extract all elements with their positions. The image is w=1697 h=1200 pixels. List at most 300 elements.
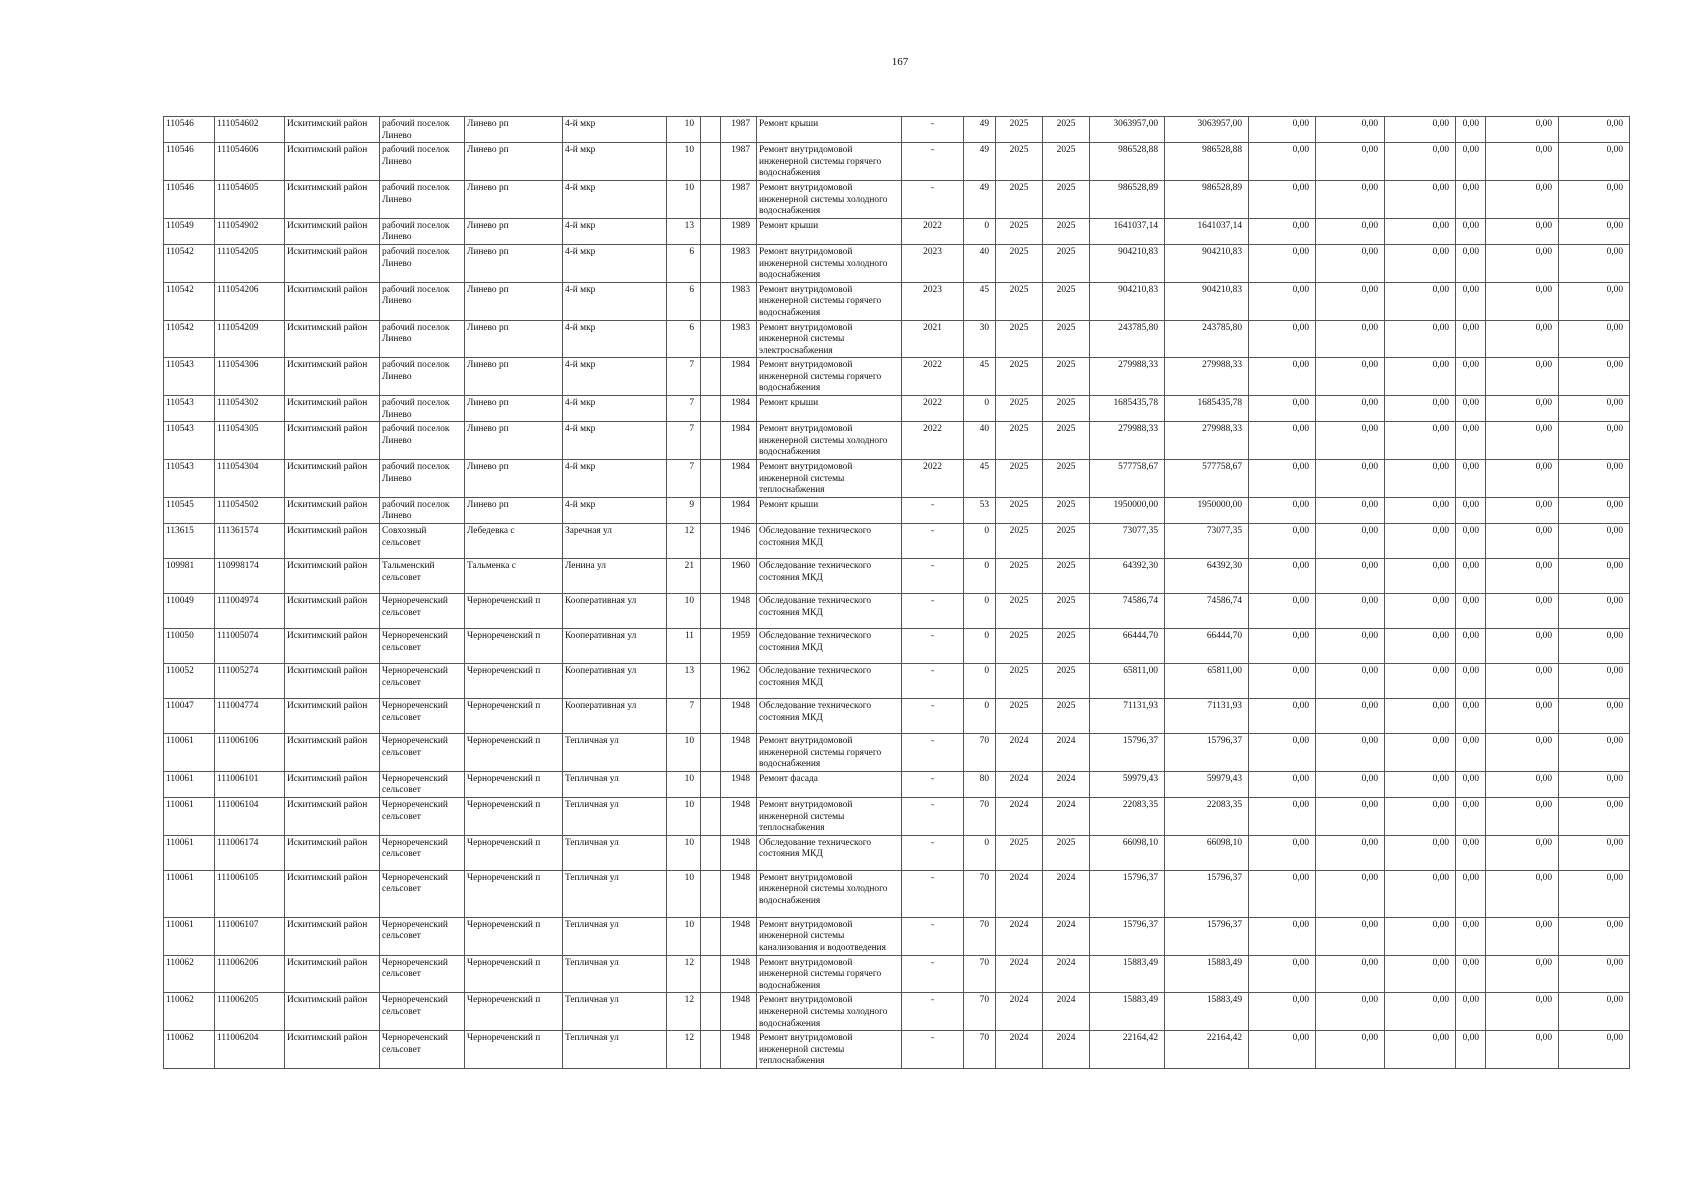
cell-budget-regional: 0,00 xyxy=(1316,917,1385,955)
cell-work-id: 111054209 xyxy=(215,320,285,358)
cell-house-id: 110542 xyxy=(164,320,215,358)
cell-budget-federal: 0,00 xyxy=(1249,143,1316,181)
cell-locality: Чернореченский п xyxy=(465,1031,563,1069)
cell-total-cost: 1950000,00 xyxy=(1090,497,1165,523)
cell-wear-percent: 53 xyxy=(964,497,996,523)
cell-district: Искитимский район xyxy=(285,594,380,629)
cell-work-id: 111004974 xyxy=(215,594,285,629)
cell-district: Искитимский район xyxy=(285,180,380,218)
cell-reserve: 0,00 xyxy=(1559,218,1630,244)
cell-work-type: Ремонт крыши xyxy=(757,117,902,143)
cell-budget-federal: 0,00 xyxy=(1249,524,1316,559)
cell-budget-federal: 0,00 xyxy=(1249,497,1316,523)
cell-other-sources: 0,00 xyxy=(1486,282,1559,320)
cell-owners-share: 0,00 xyxy=(1456,358,1486,396)
table-row xyxy=(164,358,1630,396)
cell-total-cost: 904210,83 xyxy=(1090,282,1165,320)
cell-budget-local: 0,00 xyxy=(1385,955,1456,993)
cell-building xyxy=(701,664,721,699)
cell-municipality: Чернореченский сельсовет xyxy=(380,629,465,664)
cell-budget-regional: 0,00 xyxy=(1316,835,1385,870)
cell-other-sources: 0,00 xyxy=(1486,1031,1559,1069)
cell-municipality: рабочий поселок Линево xyxy=(380,244,465,282)
cell-street: 4-й мкр xyxy=(563,180,667,218)
cell-budget-federal: 0,00 xyxy=(1249,870,1316,917)
cell-budget-regional: 0,00 xyxy=(1316,117,1385,143)
cell-owners-share: 0,00 xyxy=(1456,594,1486,629)
cell-owners-share: 0,00 xyxy=(1456,320,1486,358)
table-row xyxy=(164,1031,1630,1069)
cell-fund-cost: 243785,80 xyxy=(1165,320,1249,358)
cell-locality: Чернореченский п xyxy=(465,870,563,917)
cell-wear-percent: 0 xyxy=(964,629,996,664)
cell-plan-year-start: 2025 xyxy=(996,143,1043,181)
cell-district: Искитимский район xyxy=(285,117,380,143)
cell-last-repair-year: 2022 xyxy=(902,396,964,422)
cell-last-repair-year: - xyxy=(902,629,964,664)
cell-building xyxy=(701,771,721,797)
cell-work-id: 111054606 xyxy=(215,143,285,181)
cell-building xyxy=(701,734,721,772)
cell-reserve: 0,00 xyxy=(1559,497,1630,523)
cell-wear-percent: 30 xyxy=(964,320,996,358)
cell-plan-year-end: 2024 xyxy=(1043,1031,1090,1069)
cell-fund-cost: 904210,83 xyxy=(1165,282,1249,320)
cell-street: Тепличная ул xyxy=(563,797,667,835)
table-row xyxy=(164,180,1630,218)
cell-wear-percent: 0 xyxy=(964,559,996,594)
cell-budget-local: 0,00 xyxy=(1385,629,1456,664)
cell-work-type: Ремонт внутридомовой инженерной системы горячего водоснабжения xyxy=(757,282,902,320)
cell-municipality: рабочий поселок Линево xyxy=(380,180,465,218)
cell-work-type: Ремонт внутридомовой инженерной системы холодного водоснабжения xyxy=(757,180,902,218)
cell-budget-local: 0,00 xyxy=(1385,117,1456,143)
cell-house-number: 13 xyxy=(667,664,701,699)
cell-street: Тепличная ул xyxy=(563,771,667,797)
cell-house-id: 110546 xyxy=(164,143,215,181)
cell-municipality: рабочий поселок Линево xyxy=(380,422,465,460)
cell-plan-year-start: 2025 xyxy=(996,699,1043,734)
cell-house-number: 13 xyxy=(667,218,701,244)
cell-building xyxy=(701,993,721,1031)
cell-locality: Лебедевка с xyxy=(465,524,563,559)
cell-reserve: 0,00 xyxy=(1559,1031,1630,1069)
cell-municipality: Чернореченский сельсовет xyxy=(380,870,465,917)
cell-house-number: 6 xyxy=(667,320,701,358)
cell-work-id: 111005074 xyxy=(215,629,285,664)
cell-budget-regional: 0,00 xyxy=(1316,629,1385,664)
cell-work-id: 111006105 xyxy=(215,870,285,917)
cell-plan-year-end: 2025 xyxy=(1043,282,1090,320)
cell-plan-year-start: 2025 xyxy=(996,244,1043,282)
cell-municipality: Чернореченский сельсовет xyxy=(380,917,465,955)
cell-plan-year-start: 2024 xyxy=(996,870,1043,917)
cell-work-type: Ремонт крыши xyxy=(757,396,902,422)
cell-fund-cost: 22164,42 xyxy=(1165,1031,1249,1069)
cell-street: 4-й мкр xyxy=(563,282,667,320)
cell-year-built: 1987 xyxy=(721,143,757,181)
cell-street: Заречная ул xyxy=(563,524,667,559)
cell-total-cost: 59979,43 xyxy=(1090,771,1165,797)
cell-plan-year-start: 2025 xyxy=(996,497,1043,523)
cell-total-cost: 15883,49 xyxy=(1090,955,1165,993)
cell-budget-local: 0,00 xyxy=(1385,993,1456,1031)
cell-total-cost: 279988,33 xyxy=(1090,422,1165,460)
cell-house-number: 7 xyxy=(667,460,701,498)
cell-work-type: Ремонт внутридомовой инженерной системы теплоснабжения xyxy=(757,1031,902,1069)
cell-house-id: 110542 xyxy=(164,244,215,282)
cell-house-id: 110049 xyxy=(164,594,215,629)
cell-district: Искитимский район xyxy=(285,282,380,320)
table-row xyxy=(164,497,1630,523)
cell-budget-regional: 0,00 xyxy=(1316,1031,1385,1069)
cell-work-id: 111005274 xyxy=(215,664,285,699)
cell-budget-federal: 0,00 xyxy=(1249,734,1316,772)
cell-house-number: 10 xyxy=(667,771,701,797)
register-body xyxy=(164,117,1630,1069)
cell-reserve: 0,00 xyxy=(1559,734,1630,772)
cell-fund-cost: 74586,74 xyxy=(1165,594,1249,629)
cell-budget-local: 0,00 xyxy=(1385,771,1456,797)
cell-budget-local: 0,00 xyxy=(1385,594,1456,629)
cell-owners-share: 0,00 xyxy=(1456,497,1486,523)
cell-fund-cost: 986528,88 xyxy=(1165,143,1249,181)
table-row xyxy=(164,993,1630,1031)
cell-other-sources: 0,00 xyxy=(1486,993,1559,1031)
table-row xyxy=(164,422,1630,460)
cell-owners-share: 0,00 xyxy=(1456,664,1486,699)
table-row xyxy=(164,218,1630,244)
cell-budget-regional: 0,00 xyxy=(1316,771,1385,797)
cell-owners-share: 0,00 xyxy=(1456,955,1486,993)
cell-total-cost: 3063957,00 xyxy=(1090,117,1165,143)
cell-fund-cost: 577758,67 xyxy=(1165,460,1249,498)
table-row xyxy=(164,917,1630,955)
cell-budget-local: 0,00 xyxy=(1385,320,1456,358)
cell-fund-cost: 15796,37 xyxy=(1165,734,1249,772)
cell-plan-year-start: 2025 xyxy=(996,524,1043,559)
cell-street: 4-й мкр xyxy=(563,460,667,498)
cell-locality: Линево рп xyxy=(465,282,563,320)
cell-house-number: 21 xyxy=(667,559,701,594)
cell-owners-share: 0,00 xyxy=(1456,460,1486,498)
cell-fund-cost: 986528,89 xyxy=(1165,180,1249,218)
cell-reserve: 0,00 xyxy=(1559,524,1630,559)
cell-last-repair-year: - xyxy=(902,1031,964,1069)
cell-total-cost: 1641037,14 xyxy=(1090,218,1165,244)
cell-locality: Чернореченский п xyxy=(465,917,563,955)
cell-house-id: 110061 xyxy=(164,771,215,797)
cell-budget-regional: 0,00 xyxy=(1316,358,1385,396)
cell-plan-year-end: 2025 xyxy=(1043,664,1090,699)
cell-street: Тепличная ул xyxy=(563,993,667,1031)
cell-street: 4-й мкр xyxy=(563,422,667,460)
table-row xyxy=(164,629,1630,664)
cell-year-built: 1948 xyxy=(721,870,757,917)
cell-work-id: 111054306 xyxy=(215,358,285,396)
cell-owners-share: 0,00 xyxy=(1456,797,1486,835)
cell-work-type: Ремонт внутридомовой инженерной системы холодного водоснабжения xyxy=(757,422,902,460)
cell-house-id: 110061 xyxy=(164,734,215,772)
cell-building xyxy=(701,422,721,460)
cell-municipality: Чернореченский сельсовет xyxy=(380,993,465,1031)
cell-building xyxy=(701,699,721,734)
cell-municipality: Чернореченский сельсовет xyxy=(380,835,465,870)
cell-wear-percent: 0 xyxy=(964,699,996,734)
cell-fund-cost: 904210,83 xyxy=(1165,244,1249,282)
cell-street: Тепличная ул xyxy=(563,917,667,955)
cell-street: 4-й мкр xyxy=(563,320,667,358)
cell-budget-regional: 0,00 xyxy=(1316,993,1385,1031)
cell-wear-percent: 49 xyxy=(964,180,996,218)
cell-work-type: Ремонт внутридомовой инженерной системы холодного водоснабжения xyxy=(757,244,902,282)
cell-plan-year-start: 2025 xyxy=(996,320,1043,358)
cell-municipality: рабочий поселок Линево xyxy=(380,497,465,523)
cell-budget-federal: 0,00 xyxy=(1249,664,1316,699)
cell-last-repair-year: - xyxy=(902,870,964,917)
cell-wear-percent: 40 xyxy=(964,244,996,282)
cell-house-number: 7 xyxy=(667,699,701,734)
cell-wear-percent: 70 xyxy=(964,870,996,917)
cell-municipality: Тальменский сельсовет xyxy=(380,559,465,594)
cell-budget-federal: 0,00 xyxy=(1249,244,1316,282)
cell-fund-cost: 15883,49 xyxy=(1165,993,1249,1031)
cell-house-id: 110061 xyxy=(164,870,215,917)
cell-plan-year-start: 2024 xyxy=(996,917,1043,955)
cell-budget-local: 0,00 xyxy=(1385,180,1456,218)
cell-street: 4-й мкр xyxy=(563,143,667,181)
cell-wear-percent: 49 xyxy=(964,143,996,181)
cell-plan-year-start: 2025 xyxy=(996,396,1043,422)
cell-work-id: 110998174 xyxy=(215,559,285,594)
cell-budget-federal: 0,00 xyxy=(1249,358,1316,396)
cell-budget-federal: 0,00 xyxy=(1249,460,1316,498)
cell-fund-cost: 1641037,14 xyxy=(1165,218,1249,244)
cell-budget-regional: 0,00 xyxy=(1316,559,1385,594)
cell-other-sources: 0,00 xyxy=(1486,955,1559,993)
cell-budget-federal: 0,00 xyxy=(1249,396,1316,422)
cell-budget-regional: 0,00 xyxy=(1316,699,1385,734)
cell-last-repair-year: - xyxy=(902,734,964,772)
cell-other-sources: 0,00 xyxy=(1486,358,1559,396)
cell-last-repair-year: 2022 xyxy=(902,218,964,244)
cell-budget-regional: 0,00 xyxy=(1316,594,1385,629)
cell-building xyxy=(701,629,721,664)
cell-last-repair-year: - xyxy=(902,797,964,835)
cell-house-id: 110543 xyxy=(164,460,215,498)
cell-year-built: 1983 xyxy=(721,320,757,358)
cell-reserve: 0,00 xyxy=(1559,244,1630,282)
cell-building xyxy=(701,358,721,396)
cell-building xyxy=(701,594,721,629)
cell-plan-year-start: 2025 xyxy=(996,358,1043,396)
cell-building xyxy=(701,396,721,422)
cell-budget-regional: 0,00 xyxy=(1316,524,1385,559)
cell-other-sources: 0,00 xyxy=(1486,594,1559,629)
cell-wear-percent: 45 xyxy=(964,358,996,396)
cell-last-repair-year: - xyxy=(902,664,964,699)
cell-fund-cost: 66444,70 xyxy=(1165,629,1249,664)
cell-owners-share: 0,00 xyxy=(1456,117,1486,143)
cell-reserve: 0,00 xyxy=(1559,117,1630,143)
cell-work-id: 111054304 xyxy=(215,460,285,498)
cell-other-sources: 0,00 xyxy=(1486,734,1559,772)
cell-reserve: 0,00 xyxy=(1559,320,1630,358)
cell-work-id: 111054605 xyxy=(215,180,285,218)
cell-work-type: Обследование технического состояния МКД xyxy=(757,629,902,664)
cell-house-id: 110543 xyxy=(164,422,215,460)
cell-work-id: 111006107 xyxy=(215,917,285,955)
cell-work-id: 111054502 xyxy=(215,497,285,523)
cell-municipality: рабочий поселок Линево xyxy=(380,396,465,422)
cell-budget-federal: 0,00 xyxy=(1249,282,1316,320)
cell-locality: Линево рп xyxy=(465,497,563,523)
cell-work-id: 111054206 xyxy=(215,282,285,320)
cell-budget-federal: 0,00 xyxy=(1249,218,1316,244)
cell-district: Искитимский район xyxy=(285,460,380,498)
cell-budget-local: 0,00 xyxy=(1385,218,1456,244)
cell-district: Искитимский район xyxy=(285,629,380,664)
cell-budget-local: 0,00 xyxy=(1385,734,1456,772)
cell-reserve: 0,00 xyxy=(1559,422,1630,460)
cell-work-type: Обследование технического состояния МКД xyxy=(757,699,902,734)
cell-street: 4-й мкр xyxy=(563,117,667,143)
cell-fund-cost: 279988,33 xyxy=(1165,358,1249,396)
cell-plan-year-start: 2025 xyxy=(996,218,1043,244)
cell-municipality: рабочий поселок Линево xyxy=(380,143,465,181)
cell-year-built: 1962 xyxy=(721,664,757,699)
cell-plan-year-end: 2024 xyxy=(1043,797,1090,835)
cell-budget-federal: 0,00 xyxy=(1249,422,1316,460)
cell-house-number: 11 xyxy=(667,629,701,664)
table-row xyxy=(164,835,1630,870)
repair-register-table xyxy=(163,116,1630,1069)
cell-wear-percent: 0 xyxy=(964,218,996,244)
cell-reserve: 0,00 xyxy=(1559,870,1630,917)
cell-municipality: Чернореченский сельсовет xyxy=(380,1031,465,1069)
cell-year-built: 1959 xyxy=(721,629,757,664)
cell-work-type: Ремонт внутридомовой инженерной системы горячего водоснабжения xyxy=(757,734,902,772)
cell-budget-local: 0,00 xyxy=(1385,797,1456,835)
cell-budget-regional: 0,00 xyxy=(1316,180,1385,218)
cell-budget-regional: 0,00 xyxy=(1316,734,1385,772)
cell-house-id: 110050 xyxy=(164,629,215,664)
cell-year-built: 1989 xyxy=(721,218,757,244)
cell-building xyxy=(701,180,721,218)
cell-other-sources: 0,00 xyxy=(1486,870,1559,917)
cell-year-built: 1948 xyxy=(721,734,757,772)
cell-plan-year-end: 2025 xyxy=(1043,497,1090,523)
cell-budget-regional: 0,00 xyxy=(1316,244,1385,282)
cell-total-cost: 15796,37 xyxy=(1090,870,1165,917)
cell-owners-share: 0,00 xyxy=(1456,734,1486,772)
cell-total-cost: 986528,89 xyxy=(1090,180,1165,218)
cell-house-number: 10 xyxy=(667,870,701,917)
cell-district: Искитимский район xyxy=(285,497,380,523)
cell-budget-federal: 0,00 xyxy=(1249,320,1316,358)
cell-building xyxy=(701,559,721,594)
cell-locality: Чернореченский п xyxy=(465,594,563,629)
cell-last-repair-year: - xyxy=(902,835,964,870)
cell-work-type: Ремонт внутридомовой инженерной системы холодного водоснабжения xyxy=(757,993,902,1031)
table-row xyxy=(164,699,1630,734)
cell-building xyxy=(701,870,721,917)
cell-district: Искитимский район xyxy=(285,559,380,594)
cell-district: Искитимский район xyxy=(285,917,380,955)
cell-locality: Линево рп xyxy=(465,460,563,498)
cell-last-repair-year: 2021 xyxy=(902,320,964,358)
cell-wear-percent: 45 xyxy=(964,460,996,498)
cell-budget-federal: 0,00 xyxy=(1249,993,1316,1031)
cell-budget-local: 0,00 xyxy=(1385,358,1456,396)
table-row xyxy=(164,870,1630,917)
cell-budget-local: 0,00 xyxy=(1385,835,1456,870)
cell-work-id: 111006174 xyxy=(215,835,285,870)
cell-budget-federal: 0,00 xyxy=(1249,629,1316,664)
cell-house-id: 110543 xyxy=(164,396,215,422)
cell-budget-regional: 0,00 xyxy=(1316,870,1385,917)
cell-work-id: 111361574 xyxy=(215,524,285,559)
cell-plan-year-end: 2025 xyxy=(1043,218,1090,244)
cell-plan-year-end: 2025 xyxy=(1043,835,1090,870)
cell-house-number: 6 xyxy=(667,244,701,282)
cell-owners-share: 0,00 xyxy=(1456,835,1486,870)
cell-district: Искитимский район xyxy=(285,771,380,797)
cell-other-sources: 0,00 xyxy=(1486,244,1559,282)
cell-plan-year-start: 2025 xyxy=(996,460,1043,498)
cell-district: Искитимский район xyxy=(285,734,380,772)
cell-wear-percent: 0 xyxy=(964,396,996,422)
cell-fund-cost: 15796,37 xyxy=(1165,870,1249,917)
cell-street: Тепличная ул xyxy=(563,1031,667,1069)
cell-house-id: 110061 xyxy=(164,835,215,870)
page-number: 167 xyxy=(891,56,909,68)
cell-building xyxy=(701,218,721,244)
cell-fund-cost: 22083,35 xyxy=(1165,797,1249,835)
cell-municipality: Чернореченский сельсовет xyxy=(380,771,465,797)
cell-district: Искитимский район xyxy=(285,993,380,1031)
cell-owners-share: 0,00 xyxy=(1456,180,1486,218)
cell-fund-cost: 73077,35 xyxy=(1165,524,1249,559)
cell-street: Тепличная ул xyxy=(563,734,667,772)
cell-budget-local: 0,00 xyxy=(1385,460,1456,498)
cell-work-id: 111054602 xyxy=(215,117,285,143)
cell-house-number: 12 xyxy=(667,993,701,1031)
cell-owners-share: 0,00 xyxy=(1456,1031,1486,1069)
cell-work-type: Обследование технического состояния МКД xyxy=(757,559,902,594)
cell-plan-year-start: 2025 xyxy=(996,664,1043,699)
cell-fund-cost: 59979,43 xyxy=(1165,771,1249,797)
cell-wear-percent: 45 xyxy=(964,282,996,320)
table-row xyxy=(164,117,1630,143)
cell-year-built: 1948 xyxy=(721,835,757,870)
cell-wear-percent: 70 xyxy=(964,734,996,772)
cell-locality: Чернореченский п xyxy=(465,734,563,772)
table-row xyxy=(164,771,1630,797)
cell-owners-share: 0,00 xyxy=(1456,771,1486,797)
cell-other-sources: 0,00 xyxy=(1486,218,1559,244)
cell-fund-cost: 66098,10 xyxy=(1165,835,1249,870)
cell-budget-local: 0,00 xyxy=(1385,143,1456,181)
cell-municipality: рабочий поселок Линево xyxy=(380,320,465,358)
cell-reserve: 0,00 xyxy=(1559,917,1630,955)
cell-street: Тепличная ул xyxy=(563,870,667,917)
cell-work-type: Ремонт внутридомовой инженерной системы теплоснабжения xyxy=(757,797,902,835)
cell-district: Искитимский район xyxy=(285,320,380,358)
cell-owners-share: 0,00 xyxy=(1456,629,1486,664)
cell-other-sources: 0,00 xyxy=(1486,524,1559,559)
cell-last-repair-year: - xyxy=(902,955,964,993)
